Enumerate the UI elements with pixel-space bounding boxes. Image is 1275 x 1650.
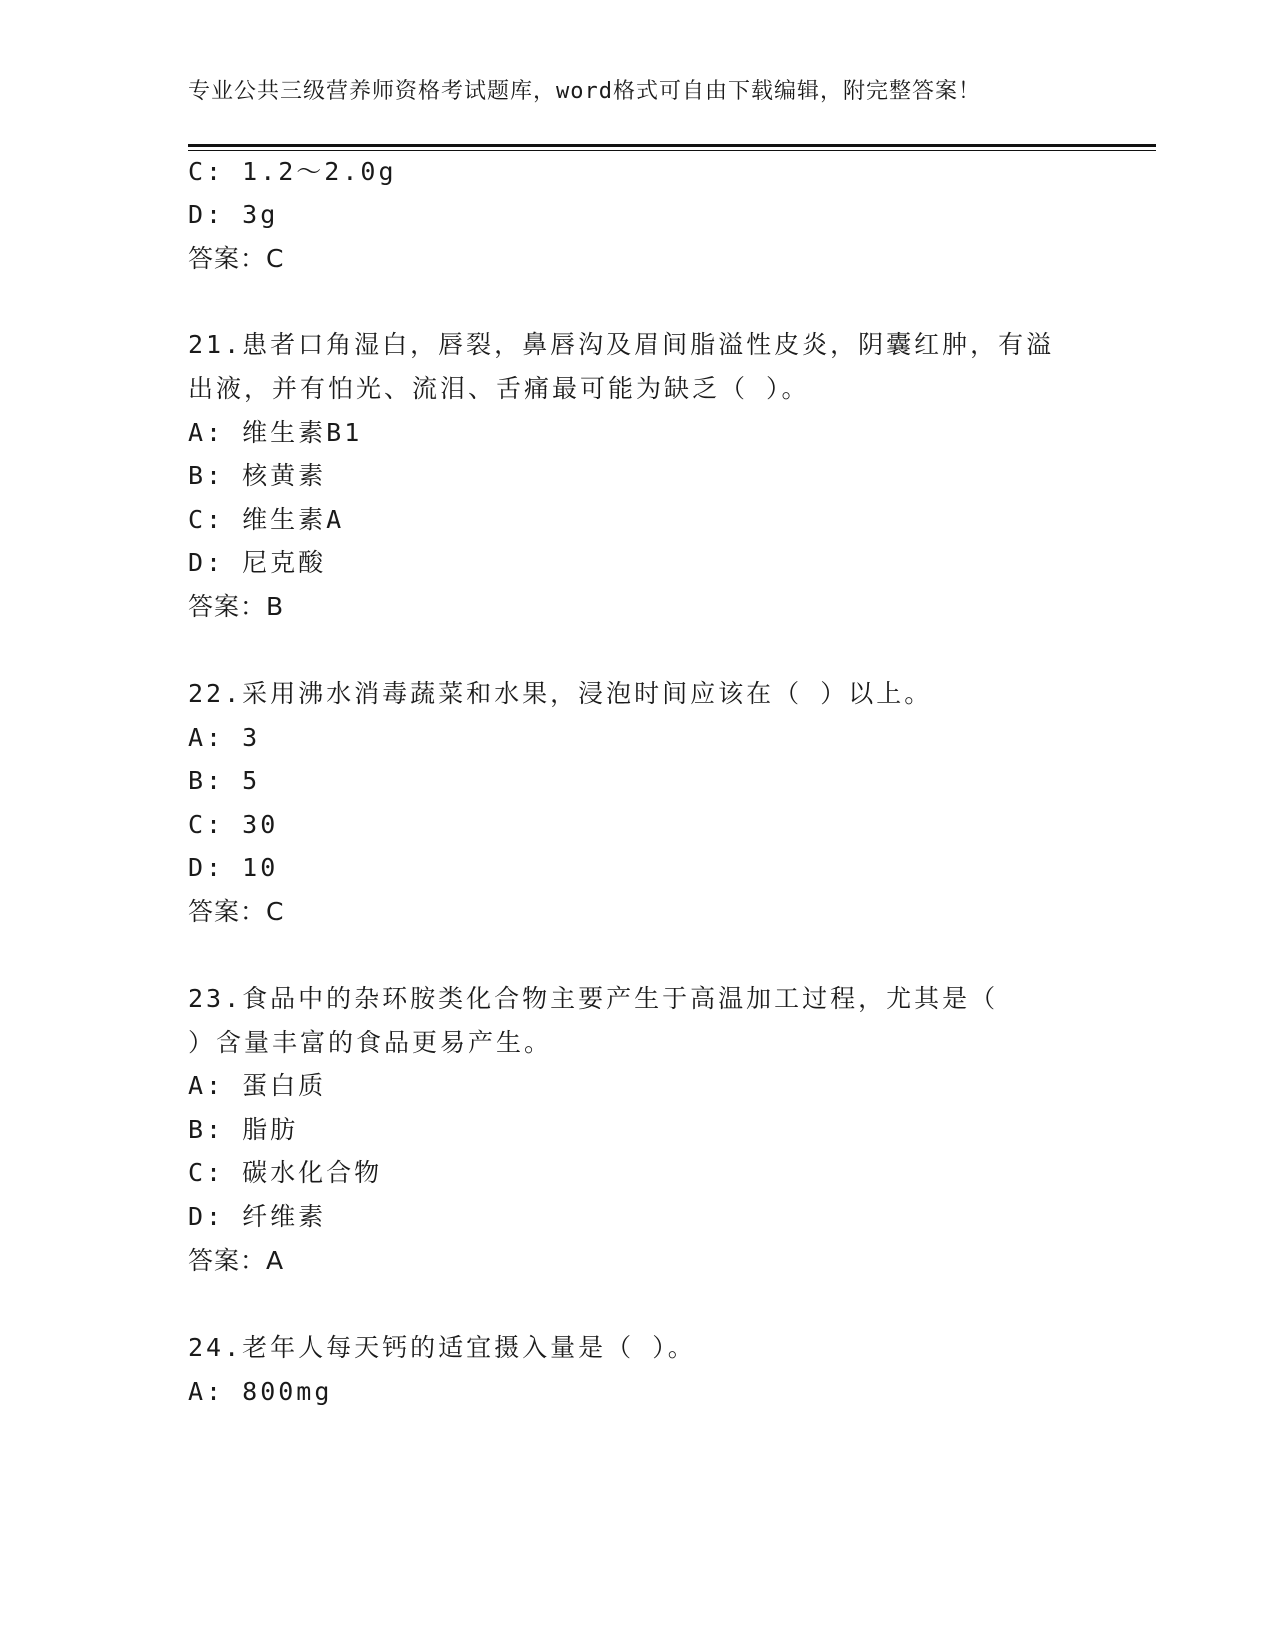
option-a: A: 3 bbox=[188, 723, 261, 752]
header-rule-thin bbox=[188, 150, 1156, 151]
option-d: D: 纤维素 bbox=[188, 1202, 327, 1231]
option-c: C: 碳水化合物 bbox=[188, 1158, 383, 1187]
option-c: C: 维生素A bbox=[188, 505, 345, 534]
option-b: B: 5 bbox=[188, 766, 261, 795]
answer: 答案：C bbox=[188, 897, 285, 926]
header-title: 专业公共三级营养师资格考试题库，word格式可自由下载编辑，附完整答案！ bbox=[188, 79, 981, 104]
option-d: D: 3g bbox=[188, 200, 279, 229]
option-c: C: 1.2～2.0g bbox=[188, 157, 397, 186]
question-stem-line: 出液，并有怕光、流泪、舌痛最可能为缺乏（ ）。 bbox=[188, 374, 810, 403]
header-rule-thick bbox=[188, 144, 1156, 147]
option-d: D: 尼克酸 bbox=[188, 548, 327, 577]
option-d: D: 10 bbox=[188, 853, 279, 882]
question-stem-line: 21.患者口角湿白，唇裂，鼻唇沟及眉间脂溢性皮炎，阴囊红肿，有溢 bbox=[188, 330, 1055, 359]
option-c: C: 30 bbox=[188, 810, 279, 839]
answer: 答案：C bbox=[188, 244, 285, 273]
answer: 答案：B bbox=[188, 592, 285, 621]
question-stem-line: 24.老年人每天钙的适宜摄入量是（ ）。 bbox=[188, 1333, 696, 1362]
option-a: A: 维生素B1 bbox=[188, 418, 363, 447]
answer: 答案：A bbox=[188, 1246, 285, 1275]
option-b: B: 脂肪 bbox=[188, 1115, 299, 1144]
option-a: A: 蛋白质 bbox=[188, 1071, 327, 1100]
question-stem-line: 23.食品中的杂环胺类化合物主要产生于高温加工过程，尤其是（ bbox=[188, 984, 999, 1013]
question-stem-line: ）含量丰富的食品更易产生。 bbox=[188, 1028, 553, 1057]
option-b: B: 核黄素 bbox=[188, 461, 327, 490]
option-a: A: 800mg bbox=[188, 1377, 333, 1406]
question-stem-line: 22.采用沸水消毒蔬菜和水果，浸泡时间应该在（ ）以上。 bbox=[188, 679, 933, 708]
